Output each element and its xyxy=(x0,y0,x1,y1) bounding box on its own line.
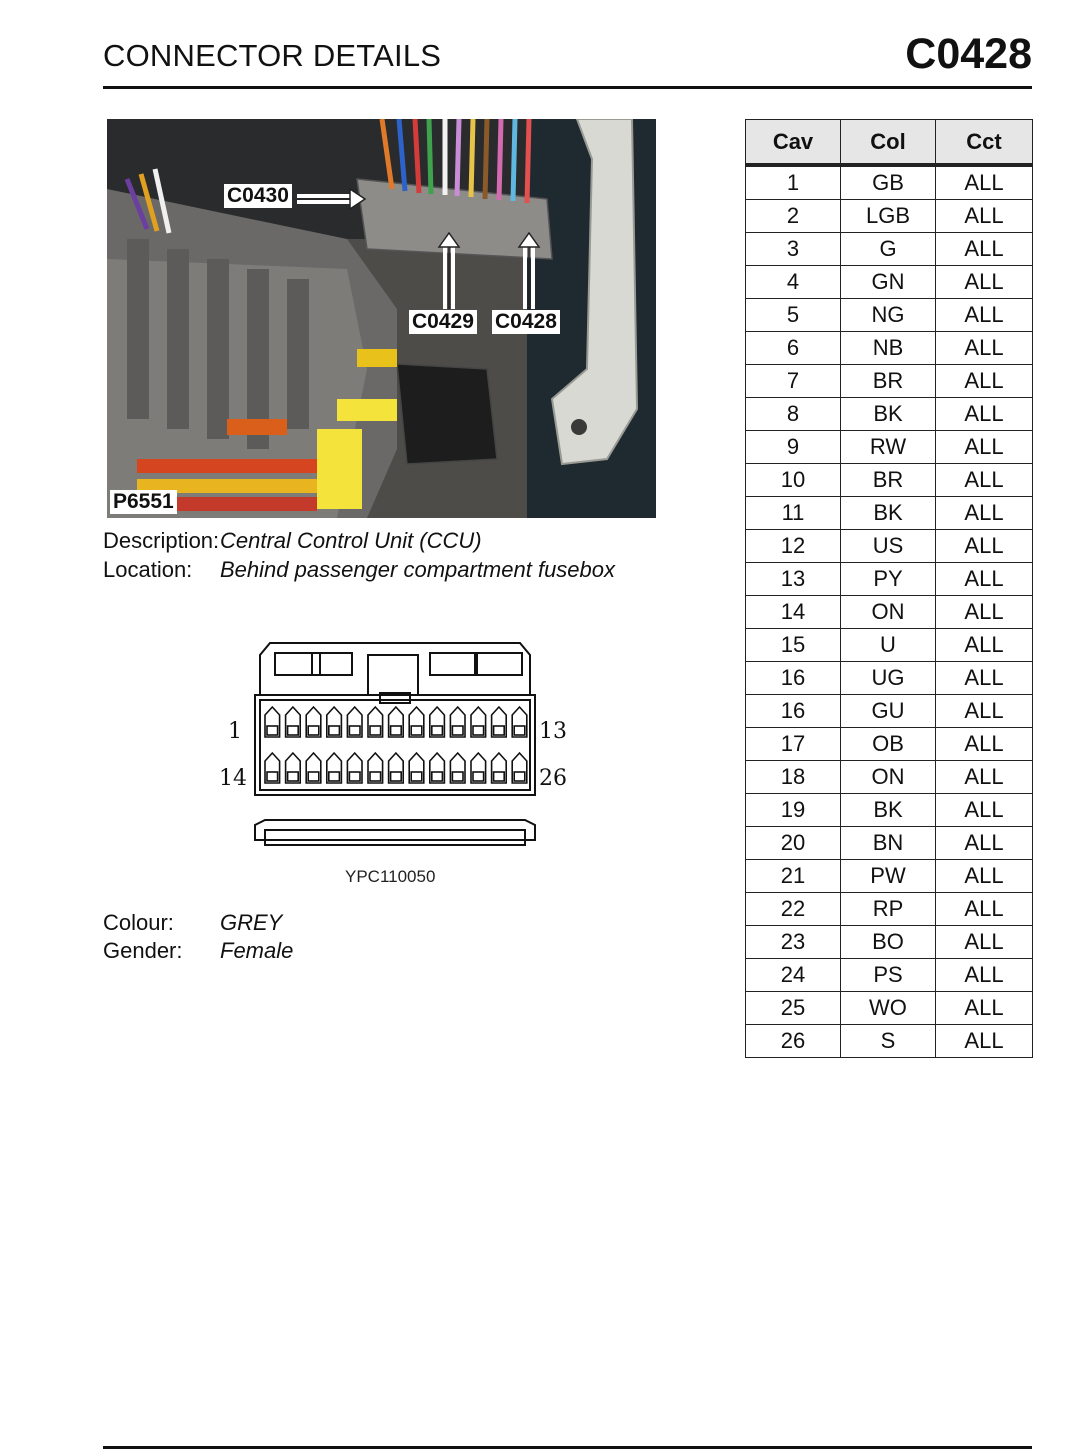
cell-cct: ALL xyxy=(936,200,1033,233)
cell-cct: ALL xyxy=(936,530,1033,563)
cell-col: NB xyxy=(841,332,936,365)
cavity xyxy=(450,707,465,737)
photo-reference: P6551 xyxy=(110,490,177,514)
cell-col: PY xyxy=(841,563,936,596)
cavity xyxy=(492,753,507,783)
cell-col: US xyxy=(841,530,936,563)
cavity xyxy=(327,707,342,737)
table-row xyxy=(746,233,1033,266)
table-row xyxy=(746,431,1033,464)
cell-col: BK xyxy=(841,398,936,431)
table-row xyxy=(746,728,1033,761)
cell-cav: 6 xyxy=(746,332,841,365)
cavity xyxy=(512,753,527,783)
cell-cav: 9 xyxy=(746,431,841,464)
cell-cav: 11 xyxy=(746,497,841,530)
cell-cav: 21 xyxy=(746,860,841,893)
cavity xyxy=(368,753,383,783)
connector-outline xyxy=(215,635,575,865)
table-row xyxy=(746,530,1033,563)
cavity xyxy=(306,753,321,783)
cell-col: OB xyxy=(841,728,936,761)
cell-cct: ALL xyxy=(936,959,1033,992)
cell-cct: ALL xyxy=(936,761,1033,794)
table-row xyxy=(746,1025,1033,1058)
callout-c0429: C0429 xyxy=(409,310,477,334)
cavity xyxy=(347,707,362,737)
diagram-reference: YPC110050 xyxy=(345,867,436,886)
header-cct: Cct xyxy=(936,120,1033,166)
cell-col: BR xyxy=(841,365,936,398)
cavity xyxy=(286,707,301,737)
table-row xyxy=(746,794,1033,827)
table-row xyxy=(746,695,1033,728)
cell-cav: 1 xyxy=(746,165,841,200)
cell-cav: 25 xyxy=(746,992,841,1025)
cell-cav: 3 xyxy=(746,233,841,266)
cell-col: GU xyxy=(841,695,936,728)
page-title: CONNECTOR DETAILS xyxy=(103,38,442,73)
connector-face-diagram xyxy=(215,635,575,865)
table-row xyxy=(746,464,1033,497)
table-row xyxy=(746,959,1033,992)
cell-cav: 16 xyxy=(746,695,841,728)
pin-table xyxy=(745,119,1033,1058)
cavity xyxy=(492,707,507,737)
table-row xyxy=(746,662,1033,695)
cell-cct: ALL xyxy=(936,299,1033,332)
cell-col: GB xyxy=(841,165,936,200)
cell-col: U xyxy=(841,629,936,662)
cell-cct: ALL xyxy=(936,662,1033,695)
location-value: Behind passenger compartment fusebox xyxy=(220,557,616,582)
cell-col: GN xyxy=(841,266,936,299)
cell-col: G xyxy=(841,233,936,266)
gender-value: Female xyxy=(220,938,294,963)
cell-col: BO xyxy=(841,926,936,959)
table-row xyxy=(746,563,1033,596)
cell-col: UG xyxy=(841,662,936,695)
cell-cav: 4 xyxy=(746,266,841,299)
cell-col: BK xyxy=(841,794,936,827)
cavity xyxy=(368,707,383,737)
cell-cav: 5 xyxy=(746,299,841,332)
callout-c0428: C0428 xyxy=(492,310,560,334)
cell-cct: ALL xyxy=(936,165,1033,200)
cavity xyxy=(430,707,445,737)
cell-cav: 26 xyxy=(746,1025,841,1058)
table-row xyxy=(746,629,1033,662)
cell-cav: 15 xyxy=(746,629,841,662)
cell-cct: ALL xyxy=(936,860,1033,893)
cavity xyxy=(450,753,465,783)
cell-col: WO xyxy=(841,992,936,1025)
pin-label-14: 14 xyxy=(219,766,247,791)
header-cav: Cav xyxy=(746,120,841,166)
cell-cct: ALL xyxy=(936,464,1033,497)
cavity xyxy=(327,753,342,783)
cavity xyxy=(347,753,362,783)
cell-col: BK xyxy=(841,497,936,530)
cell-cct: ALL xyxy=(936,992,1033,1025)
cell-cct: ALL xyxy=(936,695,1033,728)
pin-label-1: 1 xyxy=(228,719,242,744)
header-col: Col xyxy=(841,120,936,166)
cell-col: S xyxy=(841,1025,936,1058)
cell-col: ON xyxy=(841,761,936,794)
table-row xyxy=(746,926,1033,959)
cell-col: BN xyxy=(841,827,936,860)
table-row xyxy=(746,365,1033,398)
cell-cav: 18 xyxy=(746,761,841,794)
table-row xyxy=(746,332,1033,365)
cell-col: PW xyxy=(841,860,936,893)
cell-cct: ALL xyxy=(936,893,1033,926)
cell-cct: ALL xyxy=(936,266,1033,299)
cell-cct: ALL xyxy=(936,365,1033,398)
cavity xyxy=(471,707,486,737)
cell-cav: 12 xyxy=(746,530,841,563)
table-row xyxy=(746,299,1033,332)
cell-col: RW xyxy=(841,431,936,464)
cavity xyxy=(265,753,280,783)
cell-cav: 8 xyxy=(746,398,841,431)
cell-cav: 2 xyxy=(746,200,841,233)
cavity xyxy=(430,753,445,783)
footer-divider xyxy=(103,1446,1032,1449)
cell-cct: ALL xyxy=(936,926,1033,959)
cavity xyxy=(306,707,321,737)
cell-cav: 22 xyxy=(746,893,841,926)
cell-cct: ALL xyxy=(936,629,1033,662)
cell-col: RP xyxy=(841,893,936,926)
cell-cav: 16 xyxy=(746,662,841,695)
location-label: Location: xyxy=(103,557,193,582)
cell-col: NG xyxy=(841,299,936,332)
cell-cct: ALL xyxy=(936,497,1033,530)
cell-cct: ALL xyxy=(936,398,1033,431)
table-row xyxy=(746,165,1033,200)
table-row xyxy=(746,200,1033,233)
table-header-row xyxy=(746,120,1033,166)
cell-cav: 24 xyxy=(746,959,841,992)
table-row xyxy=(746,761,1033,794)
cell-cav: 20 xyxy=(746,827,841,860)
table-row xyxy=(746,266,1033,299)
cavity xyxy=(512,707,527,737)
cell-cav: 10 xyxy=(746,464,841,497)
table-row xyxy=(746,497,1033,530)
table-row xyxy=(746,860,1033,893)
cell-cct: ALL xyxy=(936,794,1033,827)
description-label: Description: xyxy=(103,528,220,553)
cell-col: BR xyxy=(841,464,936,497)
cell-cav: 17 xyxy=(746,728,841,761)
table-row xyxy=(746,398,1033,431)
cell-cav: 14 xyxy=(746,596,841,629)
pin-label-13: 13 xyxy=(539,719,567,744)
cavity-grid xyxy=(265,707,527,783)
cell-cav: 7 xyxy=(746,365,841,398)
cell-cct: ALL xyxy=(936,1025,1033,1058)
cell-cav: 23 xyxy=(746,926,841,959)
cell-col: ON xyxy=(841,596,936,629)
table-row xyxy=(746,992,1033,1025)
cavity xyxy=(389,707,404,737)
description-value: Central Control Unit (CCU) xyxy=(220,528,482,553)
cavity xyxy=(389,753,404,783)
cavity xyxy=(409,753,424,783)
cell-cct: ALL xyxy=(936,563,1033,596)
colour-value: GREY xyxy=(220,910,283,935)
cell-col: LGB xyxy=(841,200,936,233)
cell-col: PS xyxy=(841,959,936,992)
cell-cav: 19 xyxy=(746,794,841,827)
connector-code: C0428 xyxy=(905,30,1032,78)
header-divider xyxy=(103,86,1032,89)
callout-c0430: C0430 xyxy=(224,184,292,208)
cell-cct: ALL xyxy=(936,827,1033,860)
cell-cct: ALL xyxy=(936,332,1033,365)
cavity xyxy=(286,753,301,783)
cell-cct: ALL xyxy=(936,596,1033,629)
cavity xyxy=(265,707,280,737)
photo-illustration xyxy=(107,119,656,518)
gender-label: Gender: xyxy=(103,938,183,963)
cell-cav: 13 xyxy=(746,563,841,596)
table-row xyxy=(746,893,1033,926)
table-row xyxy=(746,827,1033,860)
pin-label-26: 26 xyxy=(539,766,567,791)
colour-label: Colour: xyxy=(103,910,174,935)
cavity xyxy=(471,753,486,783)
cavity xyxy=(409,707,424,737)
cell-cct: ALL xyxy=(936,233,1033,266)
cell-cct: ALL xyxy=(936,431,1033,464)
table-row xyxy=(746,596,1033,629)
cell-cct: ALL xyxy=(936,728,1033,761)
connector-location-photo xyxy=(107,119,656,518)
